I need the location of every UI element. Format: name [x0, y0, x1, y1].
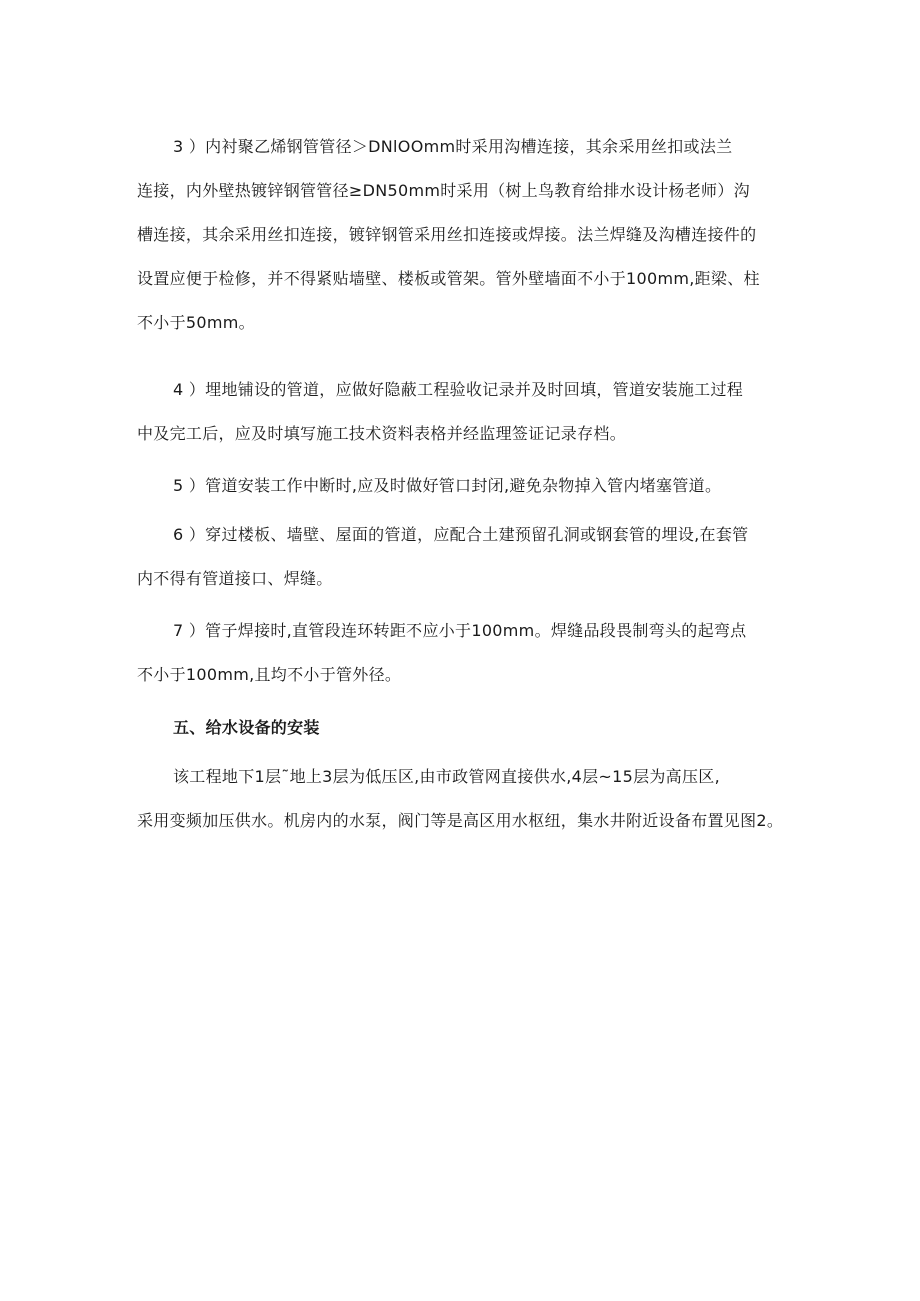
paragraph-4 — [137, 368, 787, 456]
text-line: 采用变频加压供水。机房内的水泵，阀门等是高区用水枢纽，集水井附近设备布置见图2。 — [137, 811, 784, 830]
section-title: 五、给水设备的安装 — [173, 718, 320, 737]
text-line: 7 ）管子焊接时,直管段连环转距不应小于100mm。焊缝品段畏制弯头的起弯点 — [173, 621, 747, 640]
paragraph-7 — [137, 609, 787, 697]
text-line: 中及完工后，应及时填写施工技术资料表格并经监理签证记录存档。 — [137, 424, 627, 443]
text-line: 3 ）内衬聚乙烯钢管管径＞DNlOOmm时采用沟槽连接，其余采用丝扣或法兰 — [173, 137, 733, 156]
text-line: 不小于100mm,且均不小于管外径。 — [137, 665, 402, 684]
section-body — [137, 755, 787, 843]
text-line: 5 ）管道安装工作中断时,应及时做好管口封闭,避免杂物掉入管内堵塞管道。 — [173, 476, 722, 495]
text-line: 4 ）埋地铺设的管道，应做好隐蔽工程验收记录并及时回填，管道安装施工过程 — [173, 380, 744, 399]
text-line: 槽连接，其余采用丝扣连接，镀锌钢管采用丝扣连接或焊接。法兰焊缝及沟槽连接件的 — [137, 225, 757, 244]
paragraph-3 — [137, 125, 787, 345]
text-line: 该工程地下1层˜地上3层为低压区,由市政管网直接供水,4层~15层为高压区, — [173, 767, 720, 786]
paragraph-5 — [137, 464, 787, 508]
text-line: 不小于50mm。 — [137, 313, 255, 332]
paragraph-6 — [137, 513, 787, 601]
text-line: 设置应便于检修，并不得紧贴墙壁、楼板或管架。管外壁墙面不小于100mm,距梁、柱 — [137, 269, 760, 288]
text-line: 内不得有管道接口、焊缝。 — [137, 569, 333, 588]
section-heading — [137, 706, 787, 750]
text-line: 6 ）穿过楼板、墙壁、屋面的管道，应配合土建预留孔洞或钢套管的埋设,在套管 — [173, 525, 749, 544]
text-line: 连接，内外壁热镀锌钢管管径≥DN50mm时采用（树上鸟教育给排水设计杨老师）沟 — [137, 181, 750, 200]
